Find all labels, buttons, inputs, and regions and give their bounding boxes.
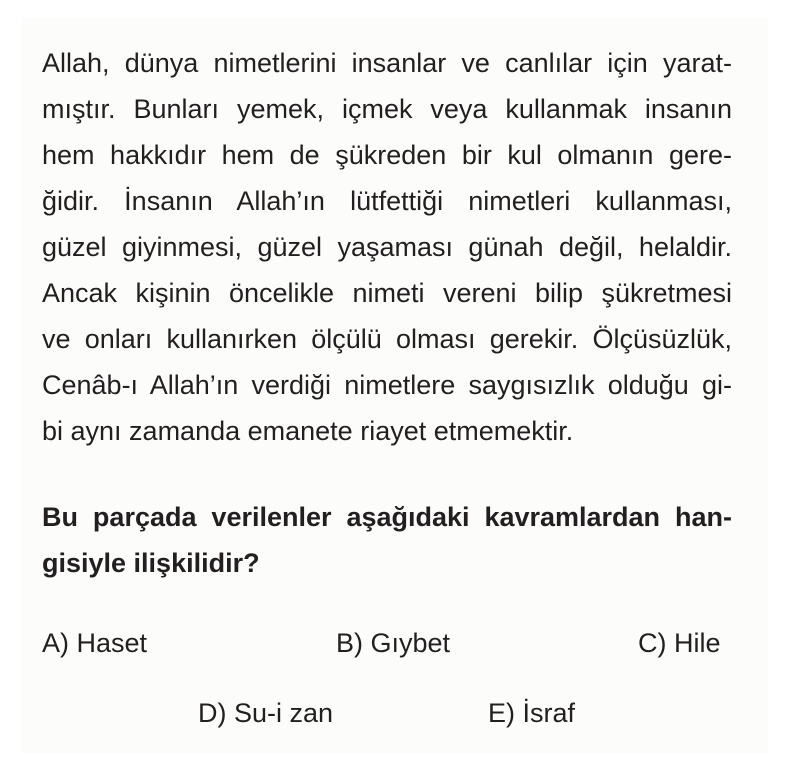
answer-option-d[interactable]: D) Su-i zan [198,698,334,728]
answer-option-b[interactable]: B) Gıybet [336,628,451,658]
question-line: gisiyle ilişkilidir? [42,548,260,578]
answer-option-c[interactable]: C) Hile [638,628,721,658]
passage-line: hem hakkıdır hem de şükreden bir kul olmanın gere- [42,140,732,170]
passage-line: mıştır. Bunları yemek, içmek veya kullanmak insanın [42,94,732,124]
passage-line: Ancak kişinin öncelikle nimeti vereni bilip şükretmesi [42,278,732,308]
reading-passage [42,40,732,454]
passage-line: ve onları kullanırken ölçülü olması gerekir. Ölçüsüzlük, [42,324,732,354]
answer-option-a[interactable]: A) Haset [42,628,148,658]
question-line: Bu parçada verilenler aşağıdaki kavramlardan han- [42,502,732,532]
question-stem [42,494,732,586]
passage-line: bi aynı zamanda emanete riayet etmemektir. [42,416,574,446]
passage-line: güzel giyinmesi, güzel yaşaması günah değil, helaldir. [42,232,732,262]
passage-line: ğidir. İnsanın Allah’ın lütfettiği nimetleri kullanması, [42,186,732,216]
passage-line: Cenâb-ı Allah’ın verdiği nimetlere saygısızlık olduğu gi- [42,370,732,400]
passage-line: Allah, dünya nimetlerini insanlar ve canlılar için yarat- [42,48,732,78]
answer-option-e[interactable]: E) İsraf [488,698,576,728]
